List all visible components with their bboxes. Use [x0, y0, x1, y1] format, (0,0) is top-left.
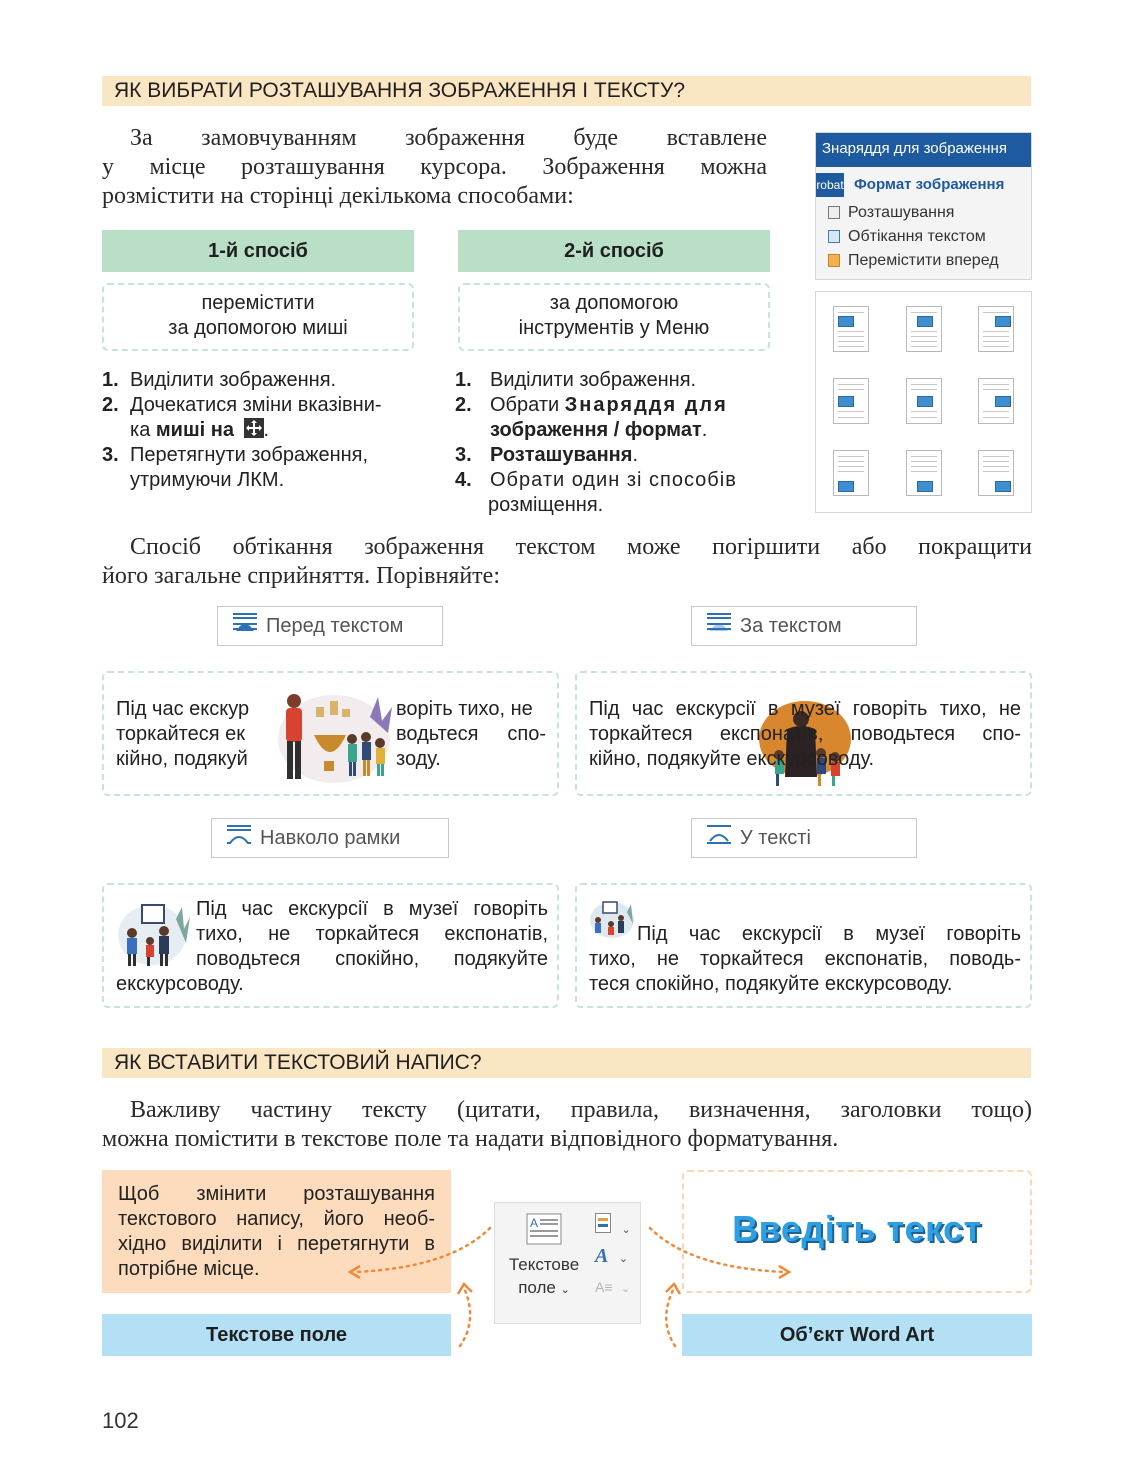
- ribbon-tab-partial[interactable]: robat: [816, 173, 844, 197]
- method-2-description: [458, 283, 770, 351]
- intro-paragraph: [102, 124, 767, 211]
- ribbon-header: Знаряддя для зображення: [816, 133, 1031, 167]
- ribbon-menu: [815, 132, 1032, 280]
- position-bottom-center-icon[interactable]: [906, 450, 942, 496]
- method-2-step-3: 3. Розташування.: [455, 444, 638, 466]
- wrap-front-icon: [232, 608, 258, 646]
- sample-front-of-text: Під час екскур воріть тихо, не торкайтеся ек водьтеся спо- кійно, подякуй зоду.: [102, 671, 559, 796]
- wordart-icon: A: [595, 1245, 609, 1267]
- move-cursor-icon: [244, 418, 264, 438]
- method-1-step-1: 1. Виділити зображення.: [102, 369, 337, 391]
- wrap-behind-label[interactable]: За текстом: [691, 606, 917, 646]
- intro-line-3: розмістити на сторінці декількома способами:: [102, 183, 574, 209]
- menu-item-position[interactable]: Розташування: [816, 201, 1031, 225]
- museum-illustration-front: [270, 687, 398, 787]
- chevron-down-icon: ⌄: [618, 1253, 629, 1265]
- wrap-square-icon: [226, 820, 252, 858]
- sample-behind-text: Під час екскурсії в музеї говоріть тихо, не торкайтеся експонатів, поводьтеся спо- кійно, подякуйте екскурсоводу.: [575, 671, 1032, 796]
- position-bottom-right-icon[interactable]: [978, 450, 1014, 496]
- position-gallery: [815, 291, 1032, 513]
- position-top-center-icon[interactable]: [906, 306, 942, 352]
- method-2-desc-line-2: інструментів у Меню: [518, 317, 710, 339]
- label-wordart: Об’єкт Word Art: [682, 1314, 1032, 1356]
- compare-line-2: його загальне сприйняття. Порівняйте:: [102, 563, 500, 589]
- bring-forward-icon: [828, 254, 840, 267]
- arrow-textbox-label: [460, 1288, 470, 1346]
- position-bottom-left-icon[interactable]: [833, 450, 869, 496]
- section-heading-textbox: ЯК ВСТАВИТИ ТЕКСТОВИЙ НАПИС?: [102, 1048, 1031, 1078]
- compare-line-1: Спосіб обтікання зображення текстом може погіршити або покращити: [130, 534, 1032, 560]
- wrap-square-label[interactable]: Навколо рамки: [211, 818, 449, 858]
- position-middle-left-icon[interactable]: [833, 378, 869, 424]
- method-2-title: 2-й спосіб: [458, 230, 770, 272]
- intro-line-1: За замовчуванням зображення буде вставлене: [130, 125, 767, 151]
- ribbon-tab-format[interactable]: Формат зображення: [854, 176, 1005, 193]
- method-1-desc-line-1: перемістити: [201, 292, 315, 314]
- method-2-step-1: 1. Виділити зображення.: [455, 369, 697, 391]
- chevron-down-icon: ⌄: [621, 1224, 631, 1236]
- position-middle-right-icon[interactable]: [978, 378, 1014, 424]
- position-top-right-icon[interactable]: [978, 306, 1014, 352]
- position-top-left-icon[interactable]: [833, 306, 869, 352]
- position-icon: [828, 206, 840, 219]
- chevron-down-icon: ⌄: [620, 1283, 631, 1295]
- section-heading-image-layout: ЯК ВИБРАТИ РОЗТАШУВАННЯ ЗОБРАЖЕННЯ І ТЕКСТУ?: [102, 76, 1031, 106]
- museum-illustration-square: [116, 899, 192, 969]
- move-textbox-note: Щоб змінити розташування текстового напису, його необ- хідно виділити і перетягнути в потрібне місце.: [102, 1170, 451, 1293]
- label-text-box: Текстове поле: [102, 1314, 451, 1356]
- textbox-intro-line-1: Важливу частину тексту (цитати, правила, визначення, заголовки тощо): [130, 1097, 1032, 1123]
- page-number: 102: [102, 1408, 139, 1433]
- wrap-inline-icon: [706, 820, 732, 858]
- museum-illustration-inline: [589, 900, 635, 940]
- textbox-intro-paragraph: [102, 1096, 1032, 1154]
- method-1-title: 1-й спосіб: [102, 230, 414, 272]
- method-2-step-4: 4. Обрати один зі способів розміщення.: [455, 469, 737, 516]
- sample-inline-wrap: Під час екскурсії в музеї говоріть тихо, не торкайтеся експонатів, поводь- теся спокійно, подякуйте екскурсоводу.: [575, 883, 1032, 1008]
- compare-paragraph: [102, 533, 1032, 591]
- arrow-to-note: [354, 1228, 490, 1272]
- menu-item-wrap-text[interactable]: Обтікання текстом: [816, 225, 1031, 249]
- wordart-sample-text: Введіть текст: [732, 1208, 982, 1249]
- textbox-intro-line-2: можна помістити в текстове поле та надати відповідного форматування.: [102, 1126, 839, 1152]
- arrow-wordart-label: [666, 1288, 675, 1346]
- method-1-desc-line-2: за допомогою миші: [168, 317, 348, 339]
- chevron-down-icon: ⌄: [560, 1284, 570, 1296]
- drop-cap-icon: A≡: [595, 1279, 613, 1295]
- sample-square-wrap: Під час екскурсії в музеї говоріть тихо, не торкайтеся експонатів, поводьтеся спокійно, подякуйте екскурсоводу.: [102, 883, 559, 1008]
- menu-item-bring-forward[interactable]: Перемістити вперед: [816, 249, 1031, 273]
- ribbon-tab-row: [816, 167, 1031, 201]
- method-2-desc-line-1: за допомогою: [549, 292, 679, 314]
- method-1-step-3: 3. Перетягнути зображення, утримуючи ЛКМ.: [102, 444, 369, 491]
- arrow-to-wordart: [650, 1228, 785, 1272]
- wrap-inline-label[interactable]: У тексті: [691, 818, 917, 858]
- wrap-front-label[interactable]: Перед текстом: [217, 606, 443, 646]
- method-1-description: [102, 283, 414, 351]
- wrap-text-icon: [828, 230, 840, 243]
- method-1-step-2: 2. Дочекатися зміни вказівни- ка миші на .: [102, 394, 382, 441]
- svg-text:A: A: [530, 1216, 539, 1230]
- method-1-steps: [102, 368, 418, 493]
- method-2-steps: [455, 368, 775, 518]
- position-middle-center-icon[interactable]: [906, 378, 942, 424]
- text-box-button[interactable]: A Текстове поле ⌄: [505, 1213, 583, 1301]
- wrap-behind-icon: [706, 608, 732, 646]
- method-2-step-2: 2. Обрати Знаряддя для зображення / формат.: [455, 394, 728, 441]
- intro-line-2: у місце розташування курсора. Зображення можна: [102, 154, 767, 180]
